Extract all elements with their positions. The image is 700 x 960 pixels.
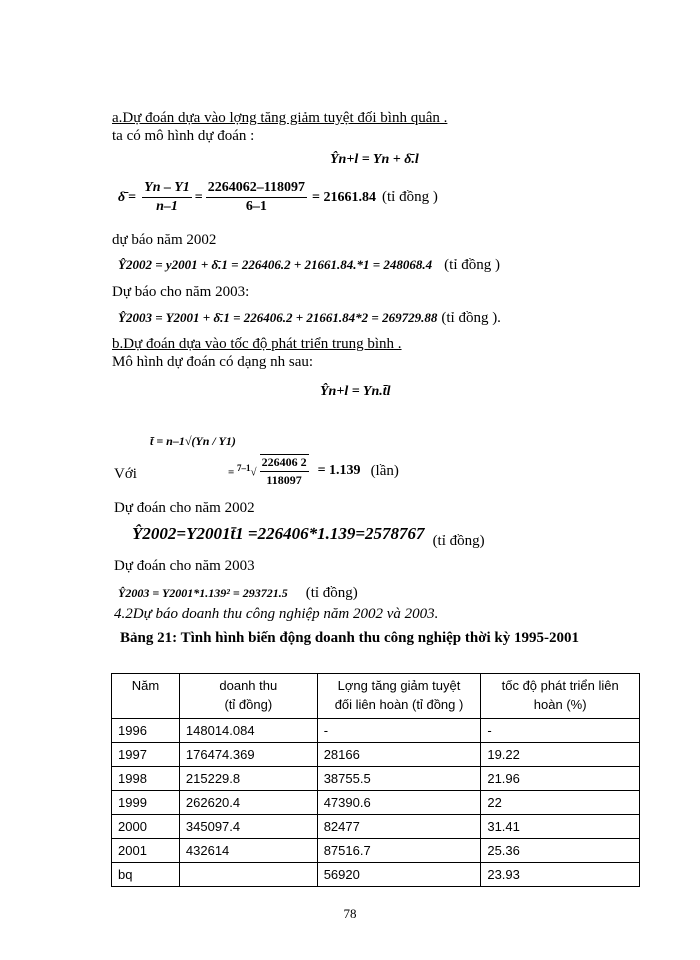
tbar-formula: t̄ = n–1√(Yn / Y1) bbox=[150, 434, 236, 448]
table-cell: 28166 bbox=[317, 743, 481, 767]
table-cell: 215229.8 bbox=[179, 767, 317, 791]
delta-num-1: Yn – Y1 bbox=[142, 180, 192, 198]
delta-num-2: 2264062–118097 bbox=[206, 180, 307, 198]
forecast-b-2002-label: Dự đoán cho năm 2002 bbox=[114, 500, 255, 516]
table-row bbox=[112, 863, 640, 887]
table-row bbox=[112, 815, 640, 839]
table-cell: 23.93 bbox=[481, 863, 640, 887]
table-row bbox=[112, 719, 640, 743]
tbar-fraction bbox=[260, 454, 309, 488]
table-cell: 1998 bbox=[112, 767, 180, 791]
forecast-b-2003-label: Dự đoán cho năm 2003 bbox=[114, 558, 255, 574]
table-row bbox=[112, 767, 640, 791]
section-b-model-intro: Mô hình dự đoán có dạng nh sau: bbox=[112, 354, 314, 370]
table-row bbox=[112, 791, 640, 815]
delta-den-2: 6–1 bbox=[245, 199, 267, 214]
table-cell: 38755.5 bbox=[317, 767, 481, 791]
tbar-result: = 1.139 bbox=[317, 463, 361, 478]
table-cell: 56920 bbox=[317, 863, 481, 887]
table-cell: 25.36 bbox=[481, 839, 640, 863]
forecast-2003-formula: Ŷ2003 = Y2001 + δ̄.1 = 226406.2 + 21661.84*2 = 269729.88 bbox=[118, 310, 438, 325]
delta-fraction-1 bbox=[142, 180, 192, 215]
delta-formula: δ̄ = $\frac{Yn - Y1}{n-1}$ = $\frac{2264062-118097}{6-1}$ = 21661.84 (tỉ đồng ) bbox=[118, 180, 438, 214]
forecast-b-2002-line bbox=[132, 524, 485, 549]
forecast-2003-label: Dự báo cho năm 2003: bbox=[112, 284, 250, 300]
page-number: 78 bbox=[343, 906, 357, 921]
table-cell: - bbox=[481, 719, 640, 743]
forecast-2002-line bbox=[118, 256, 500, 274]
table-cell: 47390.6 bbox=[317, 791, 481, 815]
forecast-2002-label: dự báo năm 2002 bbox=[112, 232, 217, 248]
forecast-2002-formula: Ŷ2002 = y2001 + δ̄.1 = 226406.2 + 21661.84.*1 = 248068.4 bbox=[118, 257, 433, 272]
table-cell: 1997 bbox=[112, 743, 180, 767]
section-a-model-formula: Ŷn+l = Yn + δ̄.l bbox=[330, 152, 419, 167]
tbar-unit: (lần) bbox=[370, 462, 399, 479]
tbar-value: = $^{7-1}$√ $\frac{226406 2}{118097}$ = 1.139 (lần) bbox=[228, 455, 399, 487]
section-b-model-formula: Ŷn+l = Yn.t̄l bbox=[320, 384, 391, 399]
table-cell: 22 bbox=[481, 791, 640, 815]
forecast-b-2003-formula: Ŷ2003 = Y2001*1.139² = 293721.5 bbox=[118, 586, 288, 600]
table-cell: 87516.7 bbox=[317, 839, 481, 863]
section-a-heading: a.Dự đoán dựa vào lợng tăng giảm tuyệt đối bình quân . bbox=[112, 110, 448, 126]
forecast-2002-unit: (tỉ đồng ) bbox=[444, 257, 500, 273]
table-cell: 1996 bbox=[112, 719, 180, 743]
delta-result: = 21661.84 bbox=[312, 189, 376, 205]
delta-symbol: δ̄ bbox=[118, 189, 126, 205]
forecast-b-2002-formula: Ŷ2002=Y2001t̄1 =226406*1.139=2578767 bbox=[132, 524, 425, 543]
table-cell: 82477 bbox=[317, 815, 481, 839]
table-row bbox=[112, 839, 640, 863]
table-cell: 432614 bbox=[179, 839, 317, 863]
section-42-heading: 4.2Dự báo doanh thu công nghiệp năm 2002 và 2003. bbox=[114, 606, 439, 622]
table-cell: 1999 bbox=[112, 791, 180, 815]
header-year: Năm bbox=[112, 674, 180, 719]
table-cell: - bbox=[317, 719, 481, 743]
table-cell: 262620.4 bbox=[179, 791, 317, 815]
header-revenue: doanh thu (tỉ đồng) bbox=[179, 674, 317, 719]
delta-unit: (tỉ đồng ) bbox=[382, 189, 438, 205]
with-label: Với bbox=[114, 466, 137, 482]
table-cell: 19.22 bbox=[481, 743, 640, 767]
table-cell: 21.96 bbox=[481, 767, 640, 791]
header-absolute-change: Lợng tăng giảm tuyệt đối liên hoàn (tỉ đồng ) bbox=[317, 674, 481, 719]
section-a-model-intro: ta có mô hình dự đoán : bbox=[112, 128, 255, 144]
table-cell: bq bbox=[112, 863, 180, 887]
forecast-b-2002-unit: (tỉ đồng) bbox=[432, 533, 485, 549]
delta-fraction-2 bbox=[206, 180, 307, 215]
forecast-2003-unit: (tỉ đồng ). bbox=[441, 310, 501, 326]
table-cell: 31.41 bbox=[481, 815, 640, 839]
revenue-table bbox=[111, 673, 640, 887]
forecast-b-2003-unit: (tỉ đồng) bbox=[305, 585, 358, 601]
table-cell: 2001 bbox=[112, 839, 180, 863]
table-cell: 2000 bbox=[112, 815, 180, 839]
forecast-b-2003-line bbox=[118, 584, 358, 602]
table-cell: 176474.369 bbox=[179, 743, 317, 767]
table-caption: Bảng 21: Tình hình biến động doanh thu công nghiệp thời kỳ 1995-2001 bbox=[120, 630, 580, 646]
forecast-2003-line bbox=[118, 309, 501, 327]
tbar-num: 226406 2 bbox=[260, 455, 309, 472]
table-row bbox=[112, 743, 640, 767]
table-cell: 148014.084 bbox=[179, 719, 317, 743]
table-cell: 345097.4 bbox=[179, 815, 317, 839]
tbar-den: 118097 bbox=[266, 473, 302, 487]
delta-den-1: n–1 bbox=[156, 199, 178, 214]
table-cell bbox=[179, 863, 317, 887]
section-b-heading: b.Dự đoán dựa vào tốc độ phát triển trung bình . bbox=[112, 336, 402, 352]
header-growth-rate: tốc độ phát triển liên hoàn (%) bbox=[481, 674, 640, 719]
table-header-row bbox=[112, 674, 640, 719]
